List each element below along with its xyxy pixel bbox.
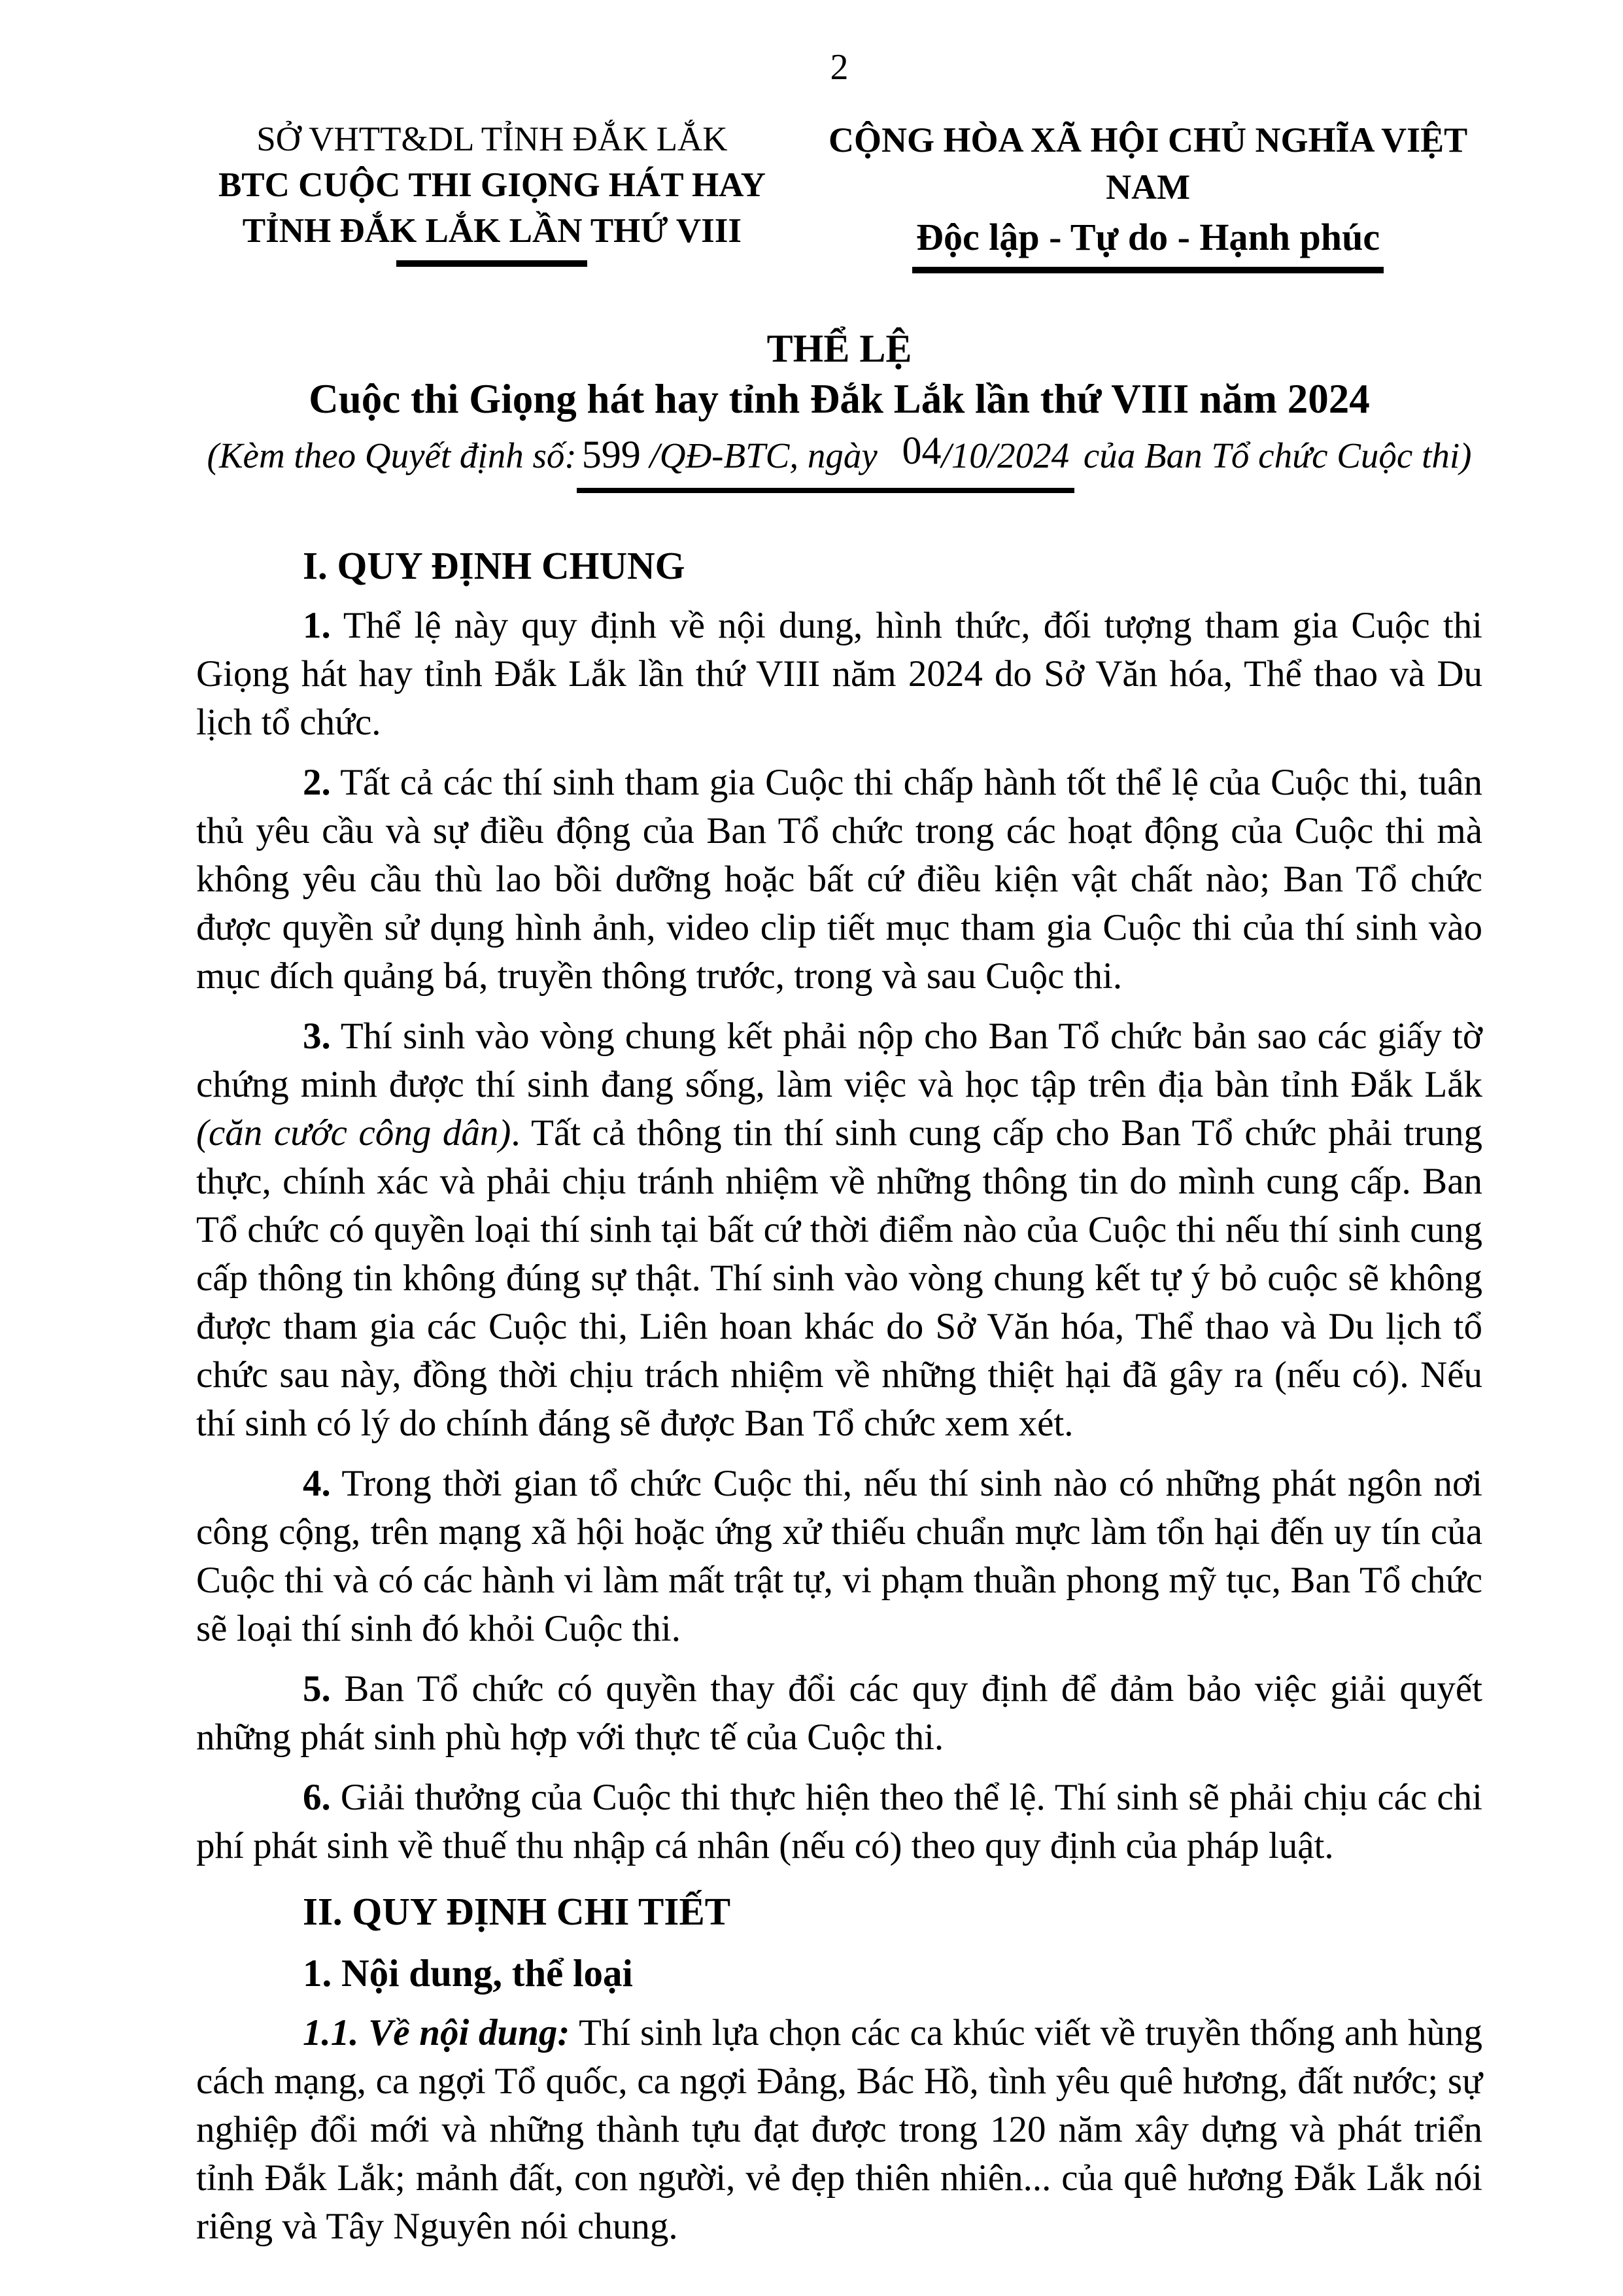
decree-day: 04 [902, 429, 942, 472]
decree-prefix: (Kèm theo Quyết định số: [207, 436, 577, 475]
paragraph-1 [196, 602, 1482, 747]
paragraph-5-text: Ban Tổ chức có quyền thay đổi các quy định để đảm bảo việc giải quyết những phát sinh phù hợp với thực tế của Cuộc thi. [196, 1668, 1482, 1758]
national-motto: Độc lập - Tự do - Hạnh phúc [912, 214, 1384, 273]
org-name-line-2: BTC CUỘC THI GIỌNG HÁT HAY [218, 166, 766, 204]
paragraph-6 [196, 1773, 1482, 1870]
national-header-block [813, 116, 1482, 273]
paragraph-1-1-text: Thí sinh lựa chọn các ca khúc viết về truyền thống anh hùng cách mạng, ca ngợi Tổ quốc, ca ngợi Đảng, Bác Hồ, tình yêu quê hương, đất nước; sự nghiệp đổi mới và những thành tựu đạt được trong 120 năm xây dựng và phát triển tỉnh Đắk Lắk; mảnh đất, con người, vẻ đẹp thiên nhiên... của quê hương Đắk Lắk nói riêng và Tây Nguyên nói chung. [196, 2012, 1482, 2247]
paragraph-4-text: Trong thời gian tổ chức Cuộc thi, nếu thí sinh nào có những phát ngôn nơi công cộng, trên mạng xã hội hoặc ứng xử thiếu chuẩn mực làm tổn hại đến uy tín của Cuộc thi và có các hành vi làm mất trật tự, vi phạm thuần phong mỹ tục, Ban Tổ chức sẽ loại thí sinh đó khỏi Cuộc thi. [196, 1463, 1482, 1649]
paragraph-6-number: 6. [303, 1777, 331, 1818]
paragraph-2-text: Tất cả các thí sinh tham gia Cuộc thi chấp hành tốt thể lệ của Cuộc thi, tuân thủ yêu cầu và sự điều động của Ban Tổ chức trong các hoạt động của Cuộc thi mà không yêu cầu thù lao bồi dưỡng hoặc bất cứ điều kiện vật chất nào; Ban Tổ chức được quyền sử dụng hình ảnh, video clip tiết mục tham gia Cuộc thi của thí sinh vào mục đích quảng bá, truyền thông trước, trong và sau Cuộc thi. [196, 762, 1482, 997]
document-header [196, 116, 1482, 273]
decree-suffix: của Ban Tổ chức Cuộc thi) [1074, 436, 1472, 475]
paragraph-3-text-b: . Tất cả thông tin thí sinh cung cấp cho Ban Tổ chức phải trung thực, chính xác và phải chịu tránh nhiệm về những thông tin do mình cung cấp. Ban Tổ chức có quyền loại thí sinh tại bất cứ thời điểm nào của Cuộc thi nếu thí sinh cung cấp thông tin không đúng sự thật. Thí sinh vào vòng chung kết tự ý bỏ cuộc sẽ không được tham gia các Cuộc thi, Liên hoan khác do Sở Văn hóa, Thể thao và Du lịch tổ chức sau này, đồng thời chịu trách nhiệm về những thiệt hại đã gây ra (nếu có). Nếu thí sinh có lý do chính đáng sẽ được Ban Tổ chức xem xét. [196, 1112, 1482, 1444]
org-name-line-3: TỈNH ĐẮK LẮK LẦN THỨ VIII [242, 212, 742, 250]
national-title: CỘNG HÒA XÃ HỘI CHỦ NGHĨA VIỆT NAM [829, 120, 1468, 207]
paragraph-1-number: 1. [303, 605, 331, 646]
decree-underlined-part [577, 426, 1074, 493]
section-2-sub-1-heading: 1. Nội dung, thể loại [303, 1951, 633, 1995]
paragraph-4 [196, 1460, 1482, 1653]
document-main-title: Cuộc thi Giọng hát hay tỉnh Đắk Lắk lần thứ VIII năm 2024 [309, 376, 1370, 422]
paragraph-5-number: 5. [303, 1668, 331, 1709]
paragraph-4-number: 4. [303, 1463, 331, 1504]
paragraph-2 [196, 759, 1482, 1001]
paragraph-3 [196, 1012, 1482, 1448]
paragraph-2-number: 2. [303, 762, 331, 803]
document-type-title: THỂ LỆ [766, 327, 912, 370]
paragraph-3-text-a: Thí sinh vào vòng chung kết phải nộp cho Ban Tổ chức bản sao các giấy tờ chứng minh được thí sinh đang sống, làm việc và học tập trên địa bàn tỉnh Đắk Lắk [196, 1016, 1482, 1105]
org-underline-rule [396, 260, 587, 267]
paragraph-3-italic-note: (căn cước công dân) [196, 1112, 511, 1154]
paragraph-1-1-label: 1.1. Về nội dung: [303, 2012, 570, 2053]
org-name-line-1: SỞ VHTT&DL TỈNH ĐẮK LẮK [256, 120, 728, 158]
decree-date: /10/2024 [941, 436, 1070, 475]
issuing-org-block [196, 116, 788, 267]
page-number: 2 [830, 47, 849, 88]
paragraph-1-1 [196, 2009, 1482, 2251]
section-2-heading: II. QUY ĐỊNH CHI TIẾT [303, 1890, 731, 1933]
paragraph-5 [196, 1665, 1482, 1762]
decree-number: 599 [581, 433, 641, 476]
paragraph-6-text: Giải thưởng của Cuộc thi thực hiện theo thể lệ. Thí sinh sẽ phải chịu các chi phí phát sinh về thuế thu nhập cá nhân (nếu có) theo quy định của pháp luật. [196, 1777, 1482, 1866]
paragraph-1-text: Thể lệ này quy định về nội dung, hình thức, đối tượng tham gia Cuộc thi Giọng hát hay tỉnh Đắk Lắk lần thứ VIII năm 2024 do Sở Văn hóa, Thể thao và Du lịch tổ chức. [196, 605, 1482, 743]
paragraph-3-number: 3. [303, 1016, 331, 1057]
section-1-heading: I. QUY ĐỊNH CHUNG [303, 544, 685, 587]
decree-reference-line [196, 426, 1482, 493]
decree-middle: /QĐ-BTC, ngày [640, 436, 887, 475]
title-block [196, 324, 1482, 493]
